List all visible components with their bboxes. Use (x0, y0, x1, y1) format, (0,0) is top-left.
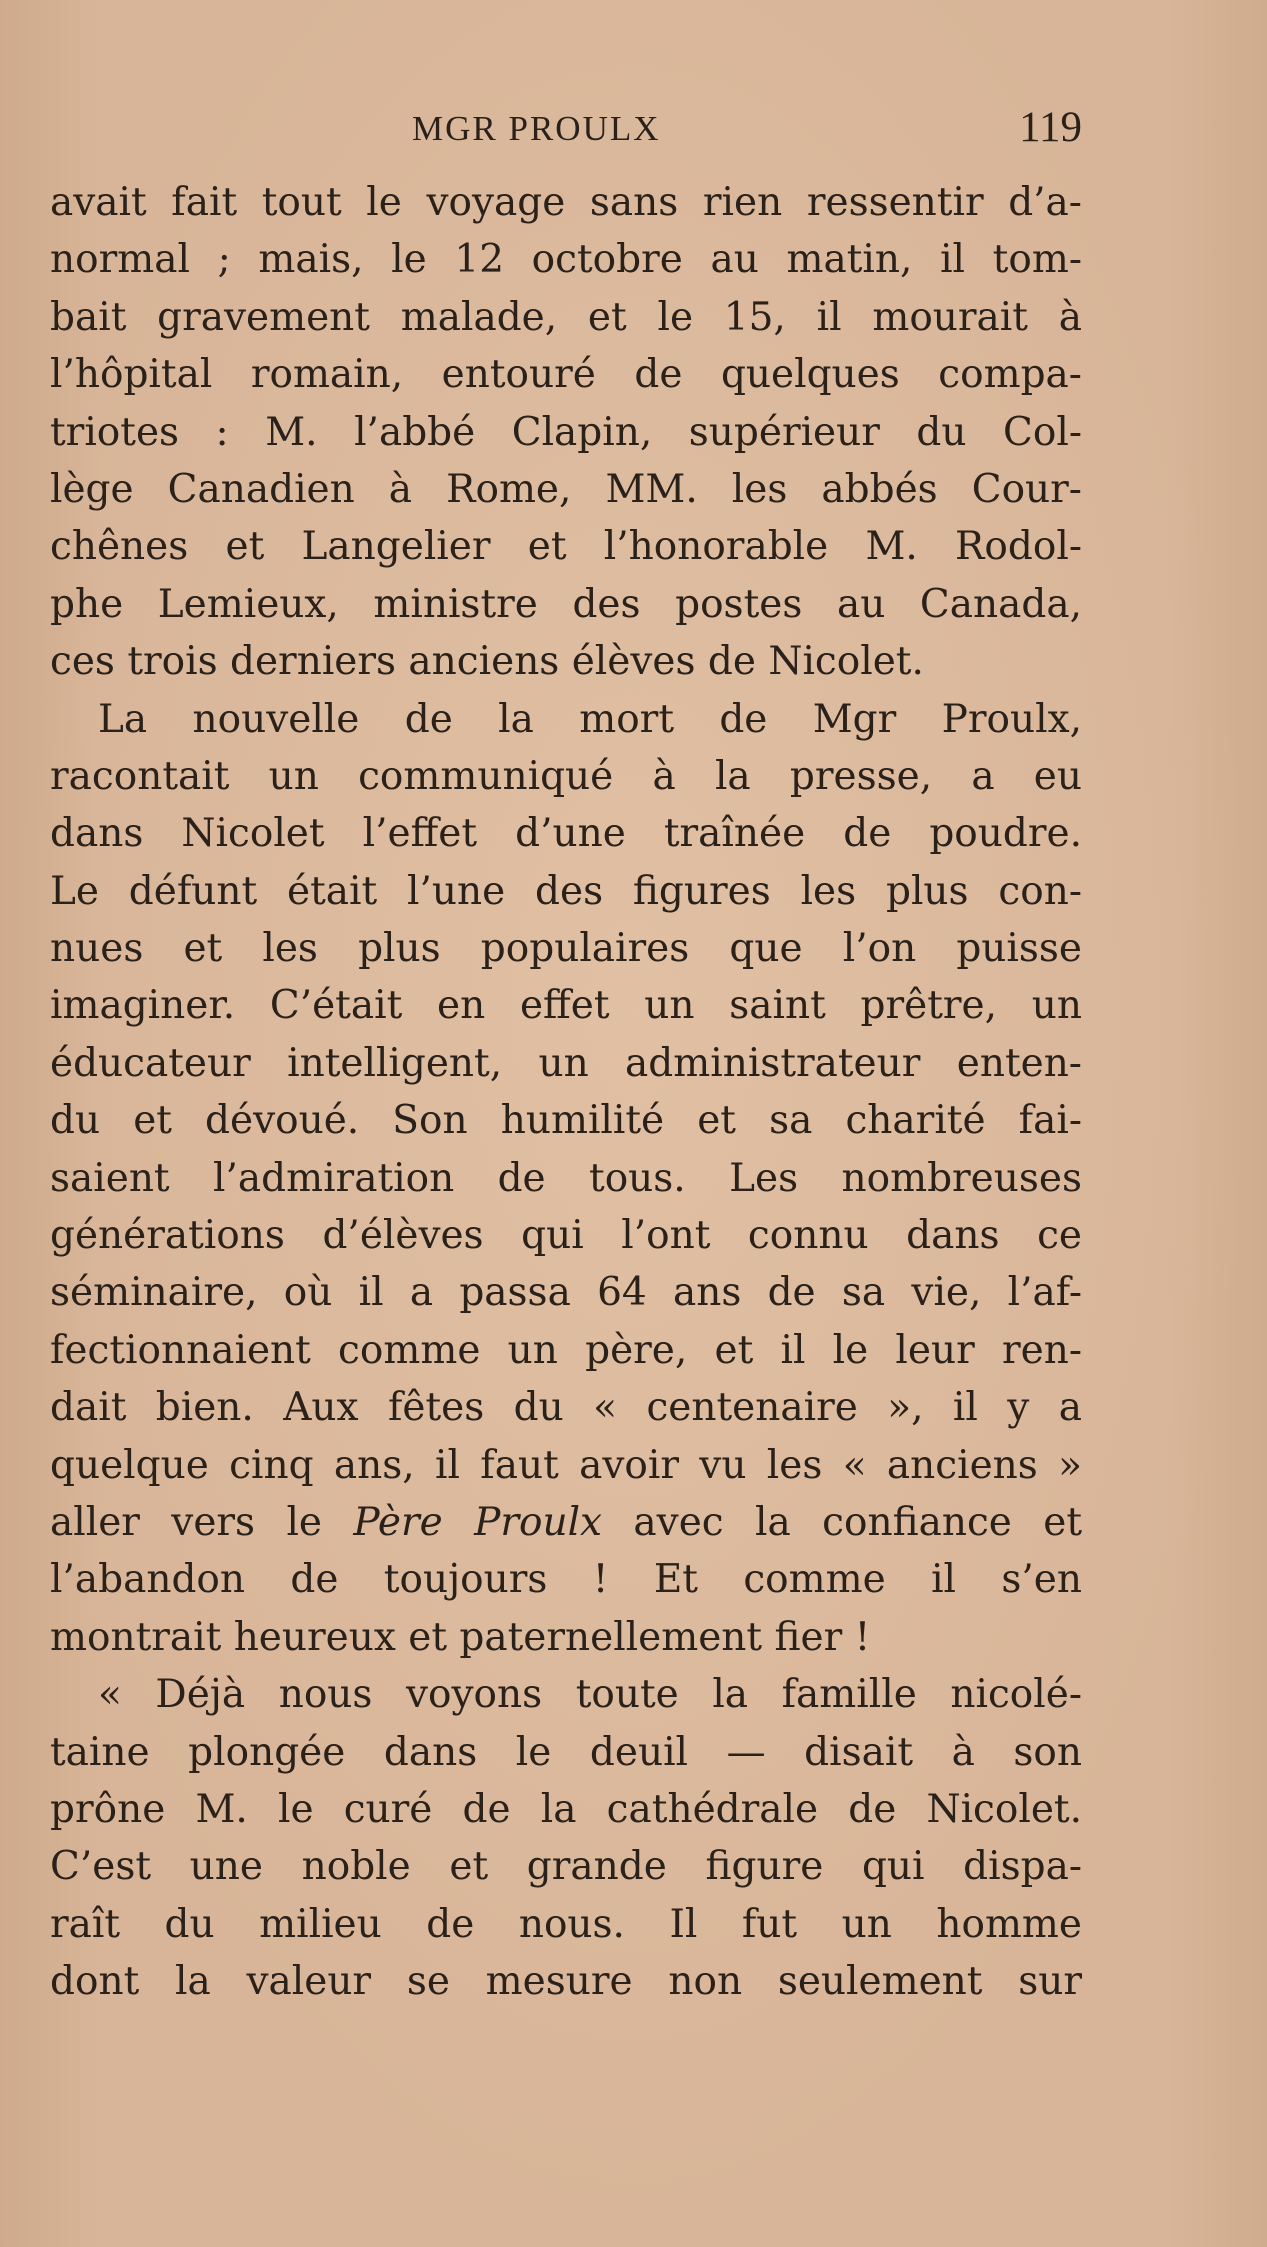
text-line: taine plongée dans le deuil — disait à son (50, 1729, 1082, 1775)
text-line: triotes : M. l’abbé Clapin, supérieur du Col- (50, 409, 1082, 455)
text-line: prône M. le curé de la cathédrale de Nicolet. (50, 1786, 1082, 1832)
text-line: saient l’admiration de tous. Les nombreuses (50, 1155, 1082, 1201)
page-header (52, 103, 1082, 163)
text-line: éducateur intelligent, un administrateur enten- (50, 1040, 1082, 1086)
text-line: nues et les plus populaires que l’on puisse (50, 926, 1082, 972)
text-line: imaginer. C’était en effet un saint prêtre, un (50, 983, 1082, 1029)
text-line: générations d’élèves qui l’ont connu dans ce (50, 1213, 1082, 1259)
text-line: quelque cinq ans, il faut avoir vu les « anciens » (50, 1442, 1082, 1488)
text-line: dont la valeur se mesure non seulement sur (50, 1959, 1082, 2005)
text-line: normal ; mais, le 12 octobre au matin, il tom- (50, 237, 1082, 283)
text-line: dans Nicolet l’effet d’une traînée de poudre. (50, 811, 1082, 857)
text-line: montrait heureux et paternellement fier ! (50, 1614, 871, 1660)
text-line: C’est une noble et grande figure qui dispa- (50, 1844, 1082, 1890)
text-line: racontait un communiqué à la presse, a eu (50, 753, 1082, 799)
text-line: lège Canadien à Rome, MM. les abbés Cour- (50, 466, 1082, 512)
text-line: du et dévoué. Son humilité et sa charité fai- (50, 1098, 1082, 1144)
body-text (50, 174, 1082, 2011)
text-line: phe Lemieux, ministre des postes au Canada, (50, 581, 1082, 627)
text-line: raît du milieu de nous. Il fut un homme (50, 1901, 1082, 1947)
running-title: MGR PROULX (412, 109, 661, 148)
text-line: chênes et Langelier et l’honorable M. Rodol- (50, 524, 1082, 570)
text-line: dait bien. Aux fêtes du « centenaire », il y a (50, 1385, 1082, 1431)
text-segment: avec la confiance et (602, 1499, 1082, 1545)
text-line: bait gravement malade, et le 15, il mourait à (50, 294, 1082, 340)
text-line: ces trois derniers anciens élèves de Nicolet. (50, 639, 924, 685)
page-number: 119 (1019, 104, 1082, 151)
text-line: l’hôpital romain, entouré de quelques compa- (50, 352, 1082, 398)
text-line: Le défunt était l’une des figures les plus con- (50, 868, 1082, 914)
text-line: La nouvelle de la mort de Mgr Proulx, (98, 696, 1082, 742)
text-line: séminaire, où il a passa 64 ans de sa vie, l’af- (50, 1270, 1082, 1316)
text-line: fectionnaient comme un père, et il le leur ren- (50, 1327, 1082, 1373)
text-segment: aller vers le (50, 1499, 354, 1545)
text-line: l’abandon de toujours ! Et comme il s’en (50, 1557, 1082, 1603)
italic-name: Père Proulx (353, 1499, 603, 1545)
text-line: « Déjà nous voyons toute la famille nicolé- (98, 1672, 1082, 1718)
text-line: avait fait tout le voyage sans rien ressentir d’a- (50, 180, 1082, 225)
text-line (50, 1494, 1082, 1551)
